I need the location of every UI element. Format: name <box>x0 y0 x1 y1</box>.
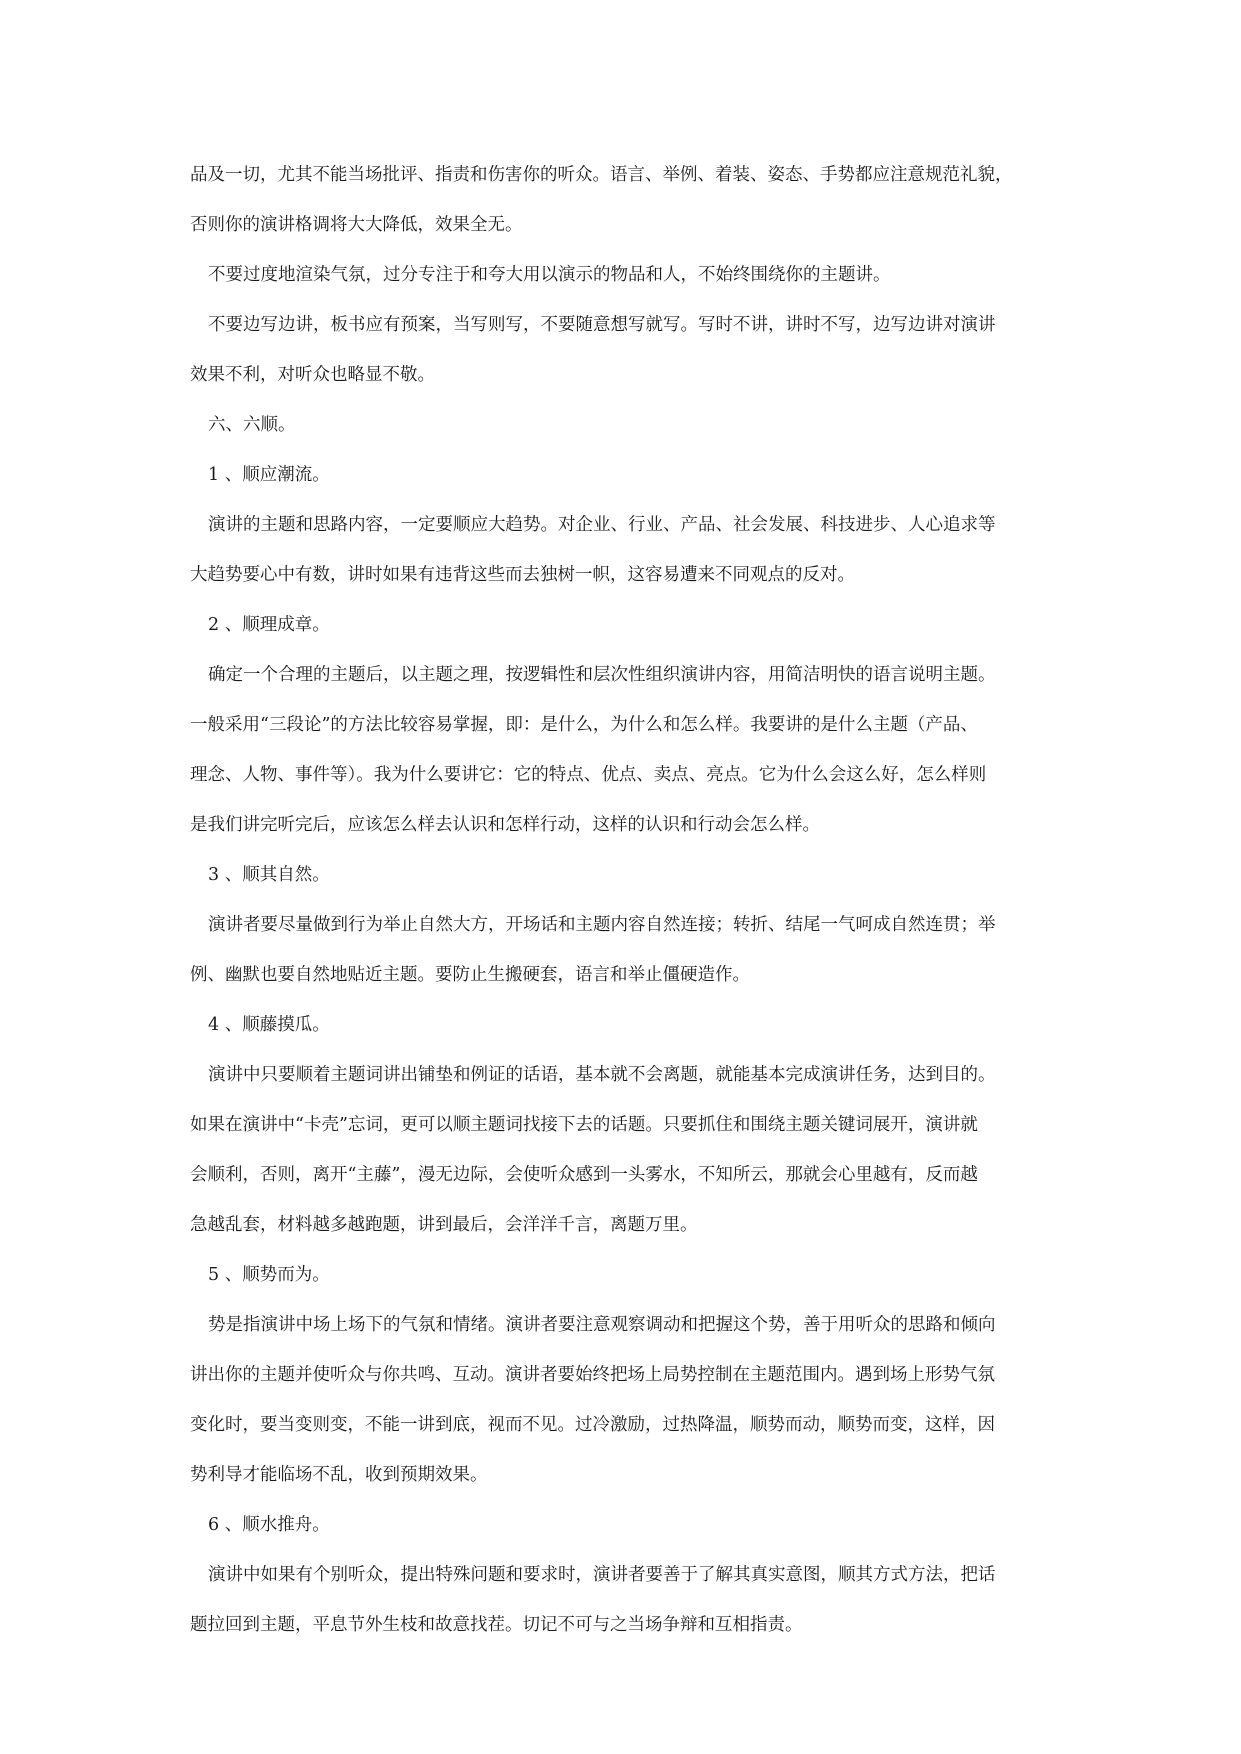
text-line: 演讲的主题和思路内容，一定要顺应大趋势。对企业、行业、产品、社会发展、科技进步、人心追求等 <box>208 515 996 535</box>
text-line: 急越乱套，材料越多越跑题，讲到最后，会洋洋千言，离题万里。 <box>190 1215 698 1235</box>
text-line: 理念、人物、事件等）。我为什么要讲它：它的特点、优点、卖点、亮点。它为什么会这么好，怎么样则 <box>190 765 987 785</box>
subsection-heading: 6 、顺水推舟。 <box>208 1515 330 1535</box>
text-line: 例、幽默也要自然地贴近主题。要防止生搬硬套，语言和举止僵硬造作。 <box>190 965 750 985</box>
text-line: 一般采用“三段论”的方法比较容易掌握，即：是什么，为什么和怎么样。我要讲的是什么主题（产品、 <box>190 715 978 735</box>
text-line: 是我们讲完听完后，应该怎么样去认识和怎样行动，这样的认识和行动会怎么样。 <box>190 815 820 835</box>
text-line: 变化时，要当变则变，不能一讲到底，视而不见。过冷激励，过热降温，顺势而动，顺势而变，这样，因 <box>190 1415 995 1435</box>
section-heading: 六、六顺。 <box>208 415 296 435</box>
text-line: 演讲者要尽量做到行为举止自然大方，开场话和主题内容自然连接；转折、结尾一气呵成自然连贯；举 <box>208 915 996 935</box>
text-line: 不要过度地渲染气氛，过分专注于和夸大用以演示的物品和人，不始终围绕你的主题讲。 <box>208 265 891 285</box>
text-line: 讲出你的主题并使听众与你共鸣、互动。演讲者要始终把场上局势控制在主题范围内。遇到场上形势气氛 <box>190 1365 995 1385</box>
subsection-heading: 1 、顺应潮流。 <box>208 465 330 485</box>
text-line: 效果不利，对听众也略显不敬。 <box>190 365 435 385</box>
text-line: 势利导才能临场不乱，收到预期效果。 <box>190 1465 488 1485</box>
text-line: 演讲中只要顺着主题词讲出铺垫和例证的话语，基本就不会离题，就能基本完成演讲任务，达到目的。 <box>208 1065 996 1085</box>
subsection-heading: 2 、顺理成章。 <box>208 615 330 635</box>
text-line: 不要边写边讲，板书应有预案，当写则写，不要随意想写就写。写时不讲，讲时不写，边写边讲对演讲 <box>208 315 996 335</box>
text-line: 品及一切，尤其不能当场批评、指责和伤害你的听众。语言、举例、着装、姿态、手势都应注意规范礼貌， <box>190 165 1013 185</box>
text-line: 演讲中如果有个别听众，提出特殊问题和要求时，演讲者要善于了解其真实意图，顺其方式方法，把话 <box>208 1565 996 1585</box>
text-line: 大趋势要心中有数，讲时如果有违背这些而去独树一帜，这容易遭来不同观点的反对。 <box>190 565 855 585</box>
text-line: 如果在演讲中“卡壳”忘词，更可以顺主题词找接下去的话题。只要抓住和围绕主题关键词展开，演讲就 <box>190 1115 978 1135</box>
text-line: 否则你的演讲格调将大大降低，效果全无。 <box>190 215 523 235</box>
subsection-heading: 3 、顺其自然。 <box>208 865 330 885</box>
text-line: 确定一个合理的主题后，以主题之理，按逻辑性和层次性组织演讲内容，用简洁明快的语言说明主题。 <box>208 665 996 685</box>
text-line: 会顺利，否则，离开“主藤”，漫无边际，会使听众感到一头雾水，不知所云，那就会心里越有，反而越 <box>190 1165 978 1185</box>
text-line: 势是指演讲中场上场下的气氛和情绪。演讲者要注意观察调动和把握这个势，善于用听众的思路和倾向 <box>208 1315 996 1335</box>
subsection-heading: 4 、顺藤摸瓜。 <box>208 1015 330 1035</box>
subsection-heading: 5 、顺势而为。 <box>208 1265 330 1285</box>
document-body <box>190 150 1060 1650</box>
text-line: 题拉回到主题，平息节外生枝和故意找茬。切记不可与之当场争辩和互相指责。 <box>190 1615 803 1635</box>
